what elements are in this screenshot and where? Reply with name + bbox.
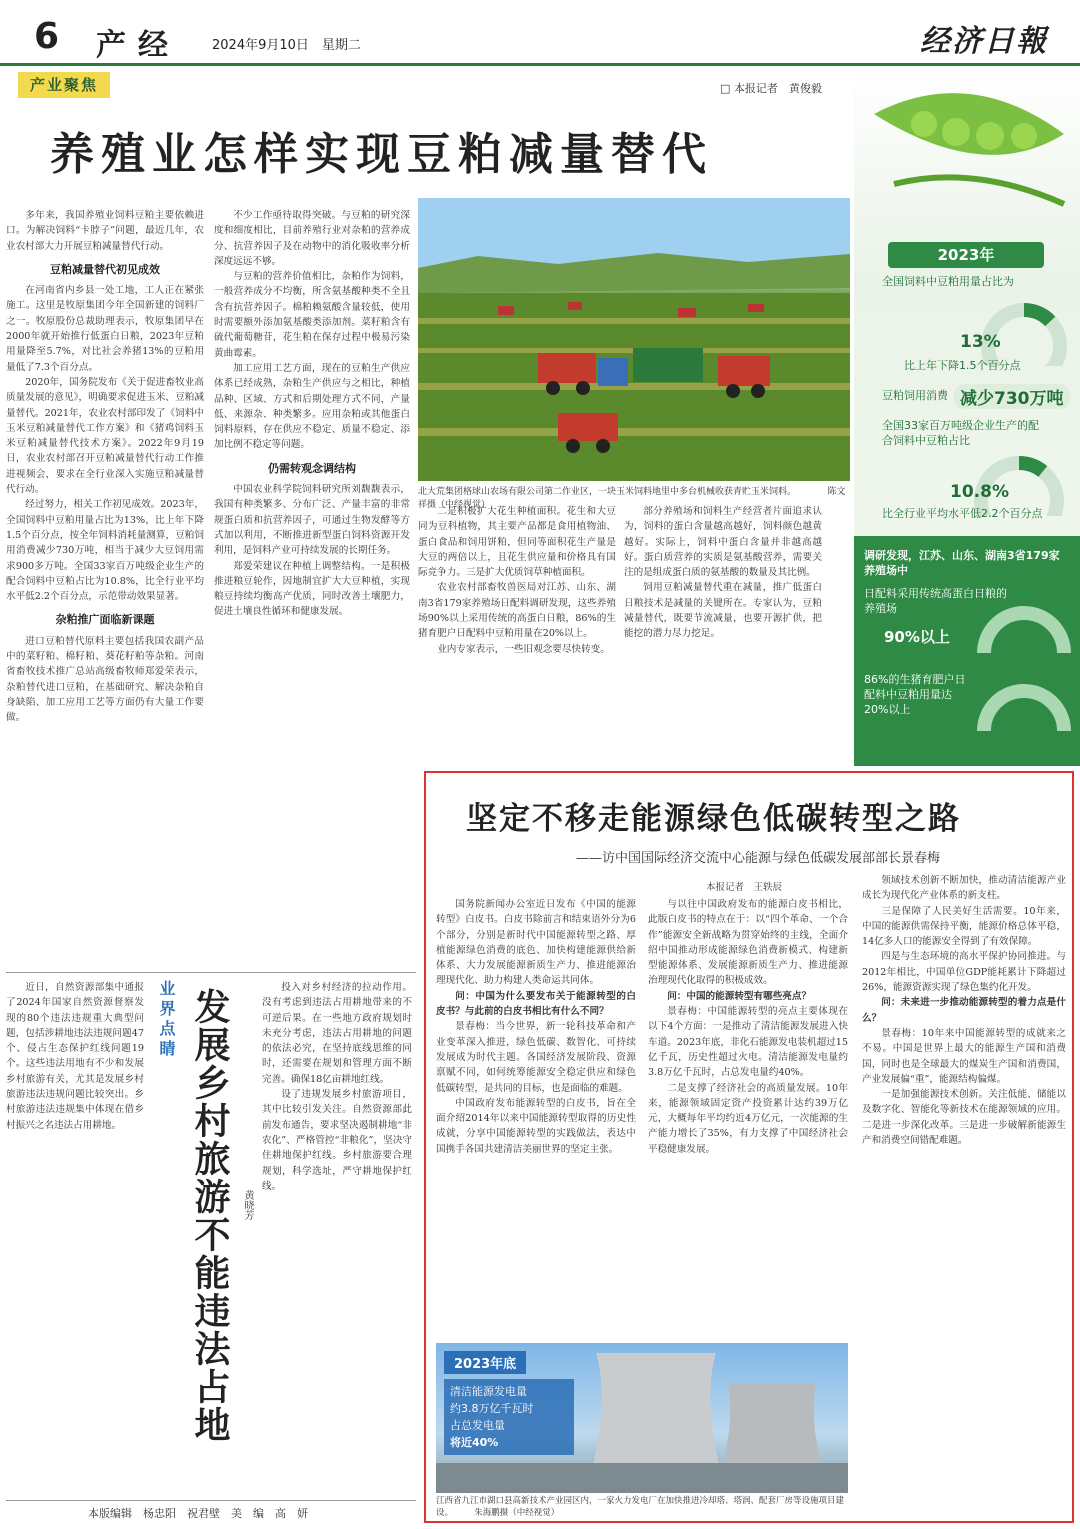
survey-panel [854,536,1080,766]
article-paragraph: 进口豆粕替代原料主要包括我国农副产品中的菜籽粕、棉籽粕、葵花籽粕等杂粕。河南省畜牧技术推广总站高级畜牧师郑爱荣表示，杂粕替代进口豆粕，在基础研究、解决杂粕自身缺陷、加工应用工艺等方面仍有大量工作要做。 [6,635,204,724]
article-paragraph: 三是保障了人民美好生活需要。10年来，中国的能源供需保持平衡，能源价格总体平稳，14亿多人口的能源安全得到了有效保障。 [862,905,1066,948]
article-paragraph: 近日，自然资源部集中通报了2024年国家自然资源督察发现的80个违法违规重大典型问题，包括涉耕地违法违规问题47个、侵占生态保护红线问题19个。这些违法用地有不少和发展乡村旅游有关，尤其是发展乡村旅游违法违规问题比较突出。乡村旅游违法违规集中体现在借乡村振兴之名违法占用耕地。 [6,982,144,1131]
article-paragraph: 郑爱荣建议在种植上调整结构。一是积极推进粮豆轮作，因地制宜扩大大豆种植，实现粮豆持续均衡高产优质，同时改善土壤肥力，促进土壤良性循环和健康发展。 [214,560,410,618]
article-paragraph: 二是支撑了经济社会的高质量发展。10年来，能源领域固定资产投资累计达约39万亿元，大概每年平均约近4万亿元，一次能源的生产能力增长了35%，有力支撑了中国经济社会平稳健康发展。 [648,1082,848,1155]
article-intro: 多年来，我国养殖业饲料豆粕主要依赖进口。为解决饲料“卡脖子”问题，最近几年，农业农村部大力开展豆粕减量替代行动。 [6,210,204,252]
article-byline: □ 本报记者 黄俊毅 [720,82,822,95]
divider [6,972,416,973]
publication-date: 2024年9月10日 星期二 [212,38,361,53]
article-column-4 [624,504,822,766]
energy-stat-line: 占总发电量 [450,1419,505,1432]
power-plant-photo[interactable] [436,1343,848,1493]
article-paragraph: 中国农业科学院饲料研究所刘馥馥表示，我国有种类繁多、分布广泛、产量丰富的非常规蛋白质和抗营养因子，可通过生物发酵等方式加以利用，不断推进新型蛋白饲料资源开发利用，是饲料产业可持续发展的长期任务。 [214,484,410,557]
interview-answer: 景春梅：当今世界，新一轮科技革命和产业变革深入推进，绿色低碳、数智化、可持续发展成为时代主题。各国经济发展阶段、资源禀赋不同，如何统筹能源安全稳定供应和绿色低碳转型，是共同的目标，也是面临的难题。 [436,1021,636,1094]
article-column-2 [214,208,410,968]
interview-question: 问：中国为什么要发布关于能源转型的白皮书？与此前的白皮书相比有什么不同？ [436,990,636,1018]
energy-column-2 [648,897,848,1337]
footer-rule [6,1500,416,1501]
article-paragraph: 中国政府发布能源转型的白皮书，旨在全面介绍2014年以来中国能源转型取得的历史性成就，分享中国能源转型的实践做法，表达中国携手各国共建清洁美丽世界的坚定主张。 [436,1097,636,1155]
article-paragraph: 与豆粕的营养价值相比，杂粕作为饲料，一般营养成分不均衡，所含氨基酸种类不全且含有抗营养因子。棉粕赖氨酸含量较低，使用时需要额外添加氨基酸类添加剂。菜籽粕含有硫代葡萄糖苷，花生粕在保存过程中极易污染黄曲霉素。 [214,271,410,359]
page-number: 6 [34,16,60,57]
article-paragraph: 投入对乡村经济的拉动作用。没有考虑到违法占用耕地带来的不可逆后果。在一些地方政府规划时未充分考虑，违法占用耕地的问题的依法必究，在坚持底线思维的同时，还需要在规划和管理方面不断完善。确保18亿亩耕地红线。 [262,982,412,1085]
interview-question: 问：未来进一步推动能源转型的着力点是什么？ [862,997,1066,1024]
pea-pod-icon [864,74,1074,234]
interview-question: 问：中国的能源转型有哪些亮点？ [667,990,812,1002]
rural-column-1 [6,980,144,1500]
stat-value: 13% [960,332,1001,352]
stat-label: 豆粕饲用消费 [882,389,948,402]
article-paragraph: 与以往中国政府发布的能源白皮书相比，此版白皮书的特点在于：以“四个革命、一个合作”能源安全新战略为贯穿始终的主线，全面介绍中国推动形成能源绿色消费新模式、构建新型能源体系、发展能源新质生产力、推进能源治理现代化取得的积极成效。 [648,899,848,987]
energy-stat-tag: 2023年底 [444,1351,526,1374]
donut-chart-1 [974,296,1074,366]
article-paragraph: 在河南省内乡县一处工地，工人正在紧张施工。这里是牧原集团今年全国新建的饲料厂之一。牧原股份总裁助理表示，牧原集团早在2000年就开始推行低蛋白日粮，2023年豆粕用量降至5.7%，对比社会养猪13%的豆粕用量低了7.3个百分点。 [6,285,204,373]
article-paragraph: 农业农村部畜牧兽医局对江苏、山东、湖南3省179家养殖场日配料调研发现，这些养殖场90%以上采用传统的高蛋白日粮，86%的生猪育肥户日配料中豆粕用量在20%以上。 [418,582,616,640]
infographic-year: 2023年 [888,242,1044,268]
survey-title: 调研发现，江苏、山东、湖南3省179家养殖场中 [864,549,1060,577]
energy-headline[interactable]: 坚定不移走能源绿色低碳转型之路 [466,801,961,837]
photo-illustration [418,198,850,481]
stat-change: 比全行业平均水平低2.2个百分点 [882,507,1043,520]
main-headline[interactable]: 养殖业怎样实现豆粕减量替代 [50,129,713,180]
article-paragraph: 加工应用工艺方面，现在的豆粕生产供应体系已经成熟，杂粕生产供应与之相比，种植品种、区域、方式和后期处理方式不同，产量低、来源杂、种类繁多。应用杂粕或其他蛋白饲料原料，存在供应不稳定、质量不稳定、添加比例不稳定等问题。 [214,362,410,451]
article-paragraph: 经过努力，相关工作初见成效。2023年，全国饲料中豆粕用量占比为13%，比上年下降1.5个百分点，按全年饲料消耗量测算，豆粕饲用消费减少730万吨，相当于减少大豆饲用需求900多万吨。全国33家百万吨级企业生产的配合饲料中豆粕占比为10.8%，比全行业平均水平低2.2个百分点，示范带动效果显著。 [6,499,204,603]
article-paragraph: 不少工作亟待取得突破。与豆粕的研究深度和细度相比，目前养殖行业对杂粕的营养成分、抗营养因子及在动物中的消化吸收率分析深度远远不够。 [214,210,410,267]
article-paragraph: 一是加强能源技术创新。关注低能、储能以及数字化、智能化等新技术在能源领域的应用。二是进一步深化改革。三是进一步破解新能源生产和消费空间错配难题。 [862,1089,1066,1147]
newspaper-logo: 经济日報 [920,24,1048,59]
subheading: 豆粕减量替代初见成效 [50,262,160,276]
article-paragraph: 设了违规发展乡村旅游项目，其中比较引发关注。自然资源部此前发布通告，要求坚决遏制耕地“非农化”、严格管控“非粮化”，坚决守住耕地保护红线。乡村旅游要合理规划，科学选址，严守耕地保护红线。 [262,1089,412,1192]
rural-column-2 [262,980,412,1500]
article-paragraph: 饲用豆粕减量替代重在减量，推广低蛋白日粮技术是减量的关键所在。专家认为，豆粕减量替代，既要节流减量，也要开源扩供，把能挖的潜力尽力挖足。 [624,582,822,640]
interview-answer: 景春梅：10年来中国能源转型的成就来之不易。中国是世界上最大的能源生产国和消费国，同时也是全球最大的煤炭生产国和消费国，产业发展偏“重”，能源结构偏煤。 [862,1027,1066,1085]
energy-column-1 [436,897,636,1337]
interview-answer: 景春梅：中国能源转型的亮点主要体现在以下4个方面：一是推动了清洁能源发展进入快车道。2023年底，非化石能源发电装机超过15亿千瓦，历史性超过火电。清洁能源发电量约3.8万亿千瓦时，占总发电量约40%。 [648,1006,848,1079]
energy-article-box [424,771,1074,1523]
energy-photo-caption: 江西省九江市湖口县高新技术产业园区内，一家火力发电厂在加快推进冷却塔、塔润、配套厂房等设施项目建设。 朱海鹏摄（中经视觉） [436,1496,845,1518]
energy-stat-line: 约3.8万亿千瓦时 [450,1402,534,1415]
energy-byline: 本报记者 王轶辰 [706,882,783,893]
article-column-3 [418,504,616,766]
section-tag: 产业聚焦 [18,72,110,98]
section-name: 产经 [96,28,180,63]
rural-author: 黄晓芳 [242,1190,253,1220]
article-paragraph: 业内专家表示，一些旧观念要尽快转变。 [437,643,610,655]
survey-item: 86%的生猪育肥户日配料中豆粕用量达20%以上 [864,673,966,716]
stat-value: 10.8% [950,482,1009,502]
article-paragraph: 四是与生态环境的高水平保护协同推进。与2012年相比，中国单位GDP能耗累计下降超过26%，能源资源实现了绿色集约化开发。 [862,951,1066,994]
energy-stat-line: 清洁能源发电量 [450,1385,527,1398]
energy-stat-text [444,1379,574,1455]
farm-harvest-photo[interactable] [418,198,850,481]
subheading: 仍需转观念调结构 [268,461,356,475]
energy-stat-line: 将近40% [450,1436,499,1449]
page-editors: 本版编辑 杨忠阳 祝君壁 美 编 高 妍 [88,1507,308,1520]
survey-item: 日配料采用传统高蛋白日粮的养殖场 [864,587,1007,615]
stat-value: 减少730万吨 [954,384,1070,409]
half-ring-icon [974,598,1074,658]
article-paragraph: 部分养殖场和饲料生产经营者片面追求认为，饲料的蛋白含量越高越好，饲料颜色越黄越好。实际上，饲料中蛋白含量并非越高越好。蛋白质营养的实质是氨基酸营养，需要关注的是组成蛋白质的氨基酸的数量及其比例。 [624,506,822,579]
energy-subheadline: ——访中国国际经济交流中心能源与绿色低碳发展部部长景春梅 [576,851,941,866]
survey-value: 90%以上 [884,628,950,646]
article-paragraph: 二是积极扩大花生种植面积。花生和大豆同为豆科植物，其主要产品都是食用植物油、蛋白食品和饲用饼粕，但同等面积花生产量是大豆的两倍以上，且花生供应量和价格具有国际竞争力。三是扩大优质饲草种植面积。 [418,506,616,579]
stat-label: 全国饲料中豆粕用量占比为 [882,275,1014,288]
half-ring-icon [974,676,1074,736]
stat-label: 全国33家百万吨级企业生产的配合饲料中豆粕占比 [882,419,1039,447]
rural-section-tag: 业界点睛 [157,980,176,1060]
article-column-1 [6,208,204,968]
article-paragraph: 2020年，国务院发布《关于促进畜牧业高质量发展的意见》，明确要求促进玉米、豆粕减量替代。2021年，农业农村部印发了《饲料中玉米豆粕减量替代工作方案》和《猪鸡饲料玉米豆粕减量替代技术方案》。2022年9月19日，农业农村部召开豆粕减量替代行动工作推进视频会，要求在全行业深入实施豆粕减量替代行动。 [6,376,204,496]
stat-change: 比上年下降1.5个百分点 [904,359,1021,372]
article-paragraph: 领域技术创新不断加快，推动清洁能源产业成长为现代化产业体系的新支柱。 [862,875,1066,902]
rural-headline[interactable]: 发展乡村旅游不能违法占地 [189,988,231,1444]
article-paragraph: 国务院新闻办公室近日发布《中国的能源转型》白皮书。白皮书除前言和结束语外分为6个部分，分别是新时代中国能源转型之路、厚植能源绿色消费的底色、加快构建能源供给新体系、大力发展能源新质生产力、推进能源治理现代化、助力构建人类命运共同体。 [436,899,636,987]
photo-caption: 北大荒集团格球山农场有限公司第二作业区，一块玉米饲料地里中多台机械收获青贮玉米饲料。 陈文祥摄（中经视觉） [418,487,846,510]
energy-column-3 [862,873,1066,1513]
infographic-panel [854,66,1080,766]
subheading: 杂粕推广面临新课题 [55,613,155,627]
